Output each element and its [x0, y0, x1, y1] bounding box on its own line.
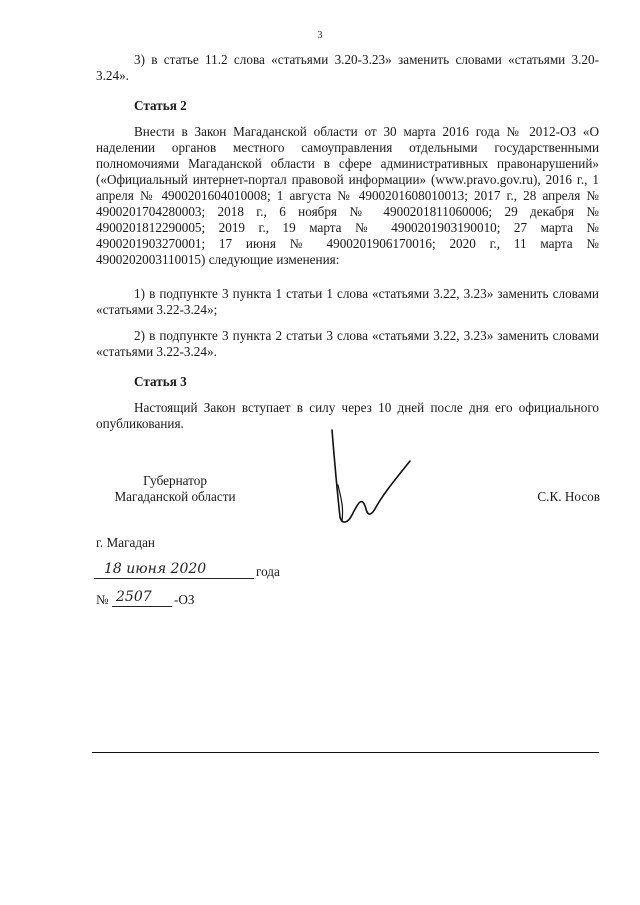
- article2-intro-paragraph: Внести в Закон Магаданской области от 30 марта 2016 года № 2012-ОЗ «О наделении органов местного самоуправления отдельными государственными полномочиями Магаданской области в сфере административных правонарушений» («Официальный интернет-портал правовой информации» (www.pravo.gov.ru), 2016 г., 1 апреля № 4900201604010008; 1 августа № 4900201608010013; 2017 г., 28 апреля № 4900201704280003; 2018 г., 6 ноября № 4900201811060006; 29 декабря № 4900201812290005; 2019 г., 19 марта № 4900201903190010; 27 марта № 4900201903270001; 17 июня № 4900201906170016; 2020 г., 11 марта № 4900202003110015) следующие изменения:: [96, 124, 599, 267]
- governor-title-line2: Магаданской области: [114, 489, 236, 504]
- article3-heading: Статья 3: [134, 374, 187, 389]
- governor-title: [100, 473, 250, 505]
- article2-item2-paragraph: 2) в подпункте 3 пункта 2 статьи 3 слова «статьями 3.22, 3.23» заменить словами «статьями 3.22-3.24».: [96, 328, 599, 359]
- date-suffix: года: [256, 564, 280, 579]
- page-number: 3: [317, 30, 323, 41]
- bottom-divider: [92, 752, 599, 753]
- date-handwritten: 18 июня 2020: [104, 561, 207, 577]
- governor-title-line1: Губернатор: [143, 473, 207, 488]
- number-suffix: -ОЗ: [174, 592, 195, 607]
- article2-item1-paragraph: 1) в подпункте 3 пункта 1 статьи 1 слова «статьями 3.22, 3.23» заменить словами «статьями 3.22-3.24»;: [96, 286, 599, 317]
- handwritten-signature: [318, 425, 438, 535]
- governor-name: С.К. Носов: [537, 489, 600, 504]
- date-field: [94, 560, 254, 579]
- number-prefix: №: [96, 592, 109, 607]
- article3-paragraph: Настоящий Закон вступает в силу через 10 дней после дня его официального опубликования.: [96, 400, 599, 431]
- city-label: г. Магадан: [96, 535, 155, 550]
- number-handwritten: 2507: [116, 589, 152, 605]
- number-field: [112, 588, 172, 607]
- article2-heading: Статья 2: [134, 98, 187, 113]
- article1-item3-paragraph: 3) в статье 11.2 слова «статьями 3.20-3.23» заменить словами «статьями 3.20-3.24».: [96, 52, 599, 83]
